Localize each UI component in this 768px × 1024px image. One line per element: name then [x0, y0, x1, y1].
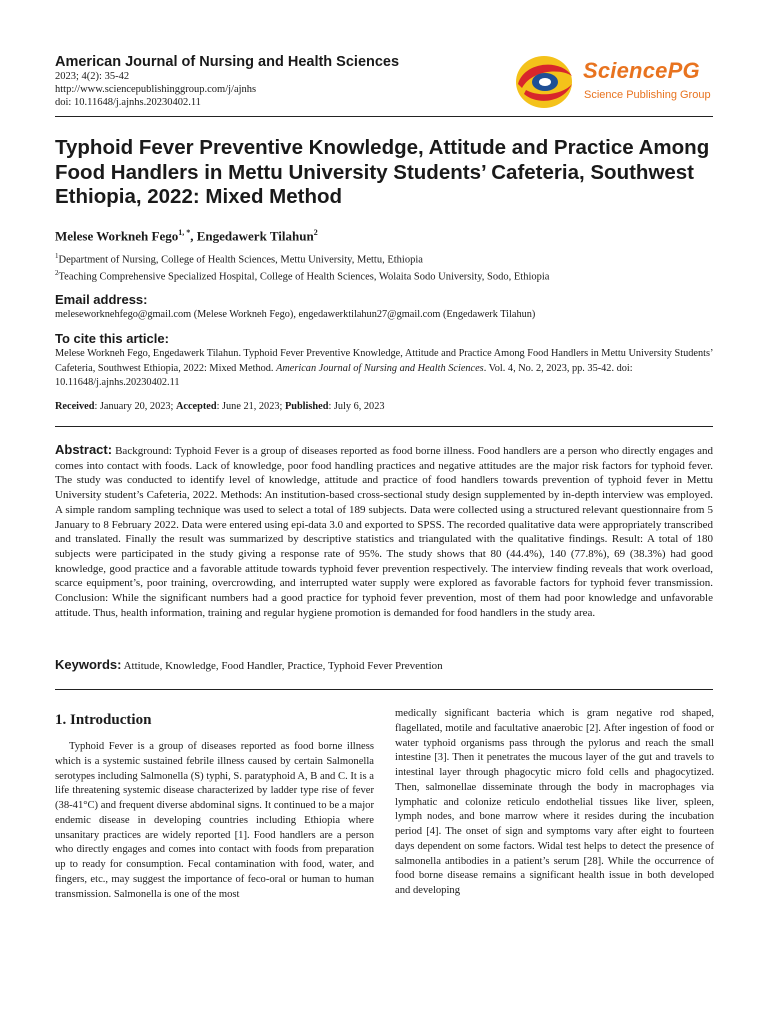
abstract-text: Background: Typhoid Fever is a group of diseases reported as food borne illness. Food handlers are a person who directly engages and comes into contact with foods. Lack of knowledge, poor food handling practices and negative attitudes are the major risk factors for typhoid fever. The study was conducted to identify level of knowledge, attitude and practice of food handlers towards prevention of typhoid fever in Mettu University student’s Cafeteria, 2022. Methods: An institution-based cross-sectional study design supplemented by in-depth interview was employed. A simple random sampling technique was used to select a total of 189 subjects. Data were collected using a structured relevant questionnaire from 5 January to 8 February 2022. Data were entered using epi-data 3.0 and exported to SPSS. The recorded qualitative data were appropriately transcribed and translated. Finally the result was summarized by descriptive statistics and triangulated with the qualitative findings. Result: A total of 180 subjects were participated in the study giving a response rate of 95%. The study shows that 80 (44.4%), 140 (77.8%), 69 (38.3%) had good knowledge, good practice and a favorable attitude towards typhoid fever prevention respectively. The interview finding reveals that work overload, scarce equipment’s, poor training, overcrowding, and interrupted water supply were explored as favorable factors for typhoid fever transmission. Conclusion: While the significant numbers had a good practice for typhoid fever prevention, most of them had poor knowledge and unfavorable attitude. Thus, health information, training and regular hygiene promotion is demanded for food handlers in the study area.: [55, 445, 713, 619]
keywords: [55, 657, 443, 672]
abstract: [55, 443, 713, 620]
affiliation-text: Teaching Comprehensive Specialized Hospital, College of Health Sciences, Wolaita Sodo University, Sodo, Ethiopia: [58, 271, 550, 283]
citation-text: [55, 347, 715, 391]
sciencepg-logo-icon: [514, 54, 584, 110]
affiliation-text: Department of Nursing, College of Health Sciences, Mettu University, Mettu, Ethiopia: [58, 254, 423, 266]
volume-line: 2023; 4(2): 35-42: [55, 71, 130, 82]
abstract-top-divider: [55, 426, 713, 427]
author-list: [55, 228, 318, 244]
email-heading: Email address:: [55, 292, 148, 307]
abstract-heading: Abstract:: [55, 442, 113, 457]
accepted-label: Accepted: [175, 401, 217, 412]
affiliation-marker: 2: [55, 269, 59, 277]
accepted-date: : June 21, 2023;: [216, 401, 285, 412]
author-name: Engedawerk Tilahun: [196, 228, 314, 244]
published-label: Published: [284, 401, 329, 412]
logo-brand-text: SciencePG: [583, 58, 700, 83]
logo-subtitle: Science Publishing Group: [584, 89, 711, 101]
keywords-text: Attitude, Knowledge, Food Handler, Practice, Typhoid Fever Prevention: [121, 660, 443, 672]
affiliation-1: [55, 252, 715, 266]
citation-main: Melese Workneh Fego, Engedawerk Tilahun. Typhoid Fever Preventive Knowledge, Attitude and Practice Among Food Handlers in Mettu University Students’ Cafeteria, Southwest Ethiopia, 2022: Mixed Method.: [55, 348, 713, 374]
author-separator: ,: [190, 228, 197, 244]
journal-url[interactable]: http://www.sciencepublishinggroup.com/j/ajnhs: [55, 84, 257, 95]
paper-title: Typhoid Fever Preventive Knowledge, Attitude and Practice Among Food Handlers in Mettu University Students’ Cafeteria, Southwest Ethiopia, 2022: Mixed Method: [55, 136, 710, 208]
cite-heading: To cite this article:: [55, 331, 169, 346]
citation-journal: American Journal of Nursing and Health Sciences: [276, 362, 484, 374]
received-label: Received: [55, 401, 95, 412]
journal-doi[interactable]: doi: 10.11648/j.ajnhs.20230402.11: [55, 97, 201, 108]
author-affiliation-marker: 2: [313, 228, 318, 237]
affiliation-2: [55, 269, 715, 283]
author-name: Melese Workneh Fego: [55, 228, 179, 244]
email-addresses[interactable]: meleseworknehfego@gmail.com (Melese Workneh Fego), engedawerktilahun27@gmail.com (Engedawerk Tilahun): [55, 309, 536, 320]
abstract-bottom-divider: [55, 689, 713, 690]
author-affiliation-marker: 1, *: [178, 228, 191, 237]
affiliation-marker: 1: [55, 252, 59, 260]
publication-dates: [55, 401, 385, 412]
journal-title: American Journal of Nursing and Health Sciences: [55, 54, 400, 70]
published-date: : July 6, 2023: [328, 401, 385, 412]
introduction-left-column: Typhoid Fever is a group of diseases reported as food borne illness which is a systemic sustained febrile illness caused by certain Salmonella serotypes including Salmonella (S) typhi, S. paratyphoid A, B and C. It is a life threatening systemic disease characterized by ladder type rise of fever (38-41°C) and frequent diverse abdominal signs. It continued to be a major endemic disease in developing countries including Ethiopia where unsanitary practices are widely reported [1]. Food handlers are a person who directly engages and comes into contact with foods from preparation up to ready for consumption. Fecal contamination with food, water, and fingers, etc., may suggest the importance of feco-oral or human to human transmission. Salmonella is one of the most: [55, 741, 374, 900]
introduction-heading: 1. Introduction: [55, 712, 152, 728]
citation-tail: . Vol. 4, No. 2, 2023, pp. 35-42. doi: 10.11648/j.ajnhs.20230402.11: [55, 362, 633, 388]
introduction-right-column: medically significant bacteria which is gram negative rod shaped, flagellated, motile and facultative anaerobic [2]. After ingestion of food or water typhoid organisms pass through the pylorus and reach the small intestine [3]. Then it penetrates the mucous layer of the gut and travels to intestinal layer through phagocytic micro fold cells and phagocytized. Then, salmonellae disseminate through the body in macrophages via lymphatic and colonize reticulo endothelial tissues like liver, spleen, lymph nodes, and bone marrow where it resides during the incubation period [4]. The onset of sign and symptoms vary after eight to fourteen days dependent on some factors. Widal test helps to detect the presence of salmonella antibodies in a patient’s serum [28]. While the occurrence of food borne disease remains a significant health issue in both developed and developing: [395, 708, 714, 896]
keywords-heading: Keywords:: [55, 657, 122, 672]
received-date: : January 20, 2023;: [94, 401, 176, 412]
header-divider: [55, 116, 713, 117]
